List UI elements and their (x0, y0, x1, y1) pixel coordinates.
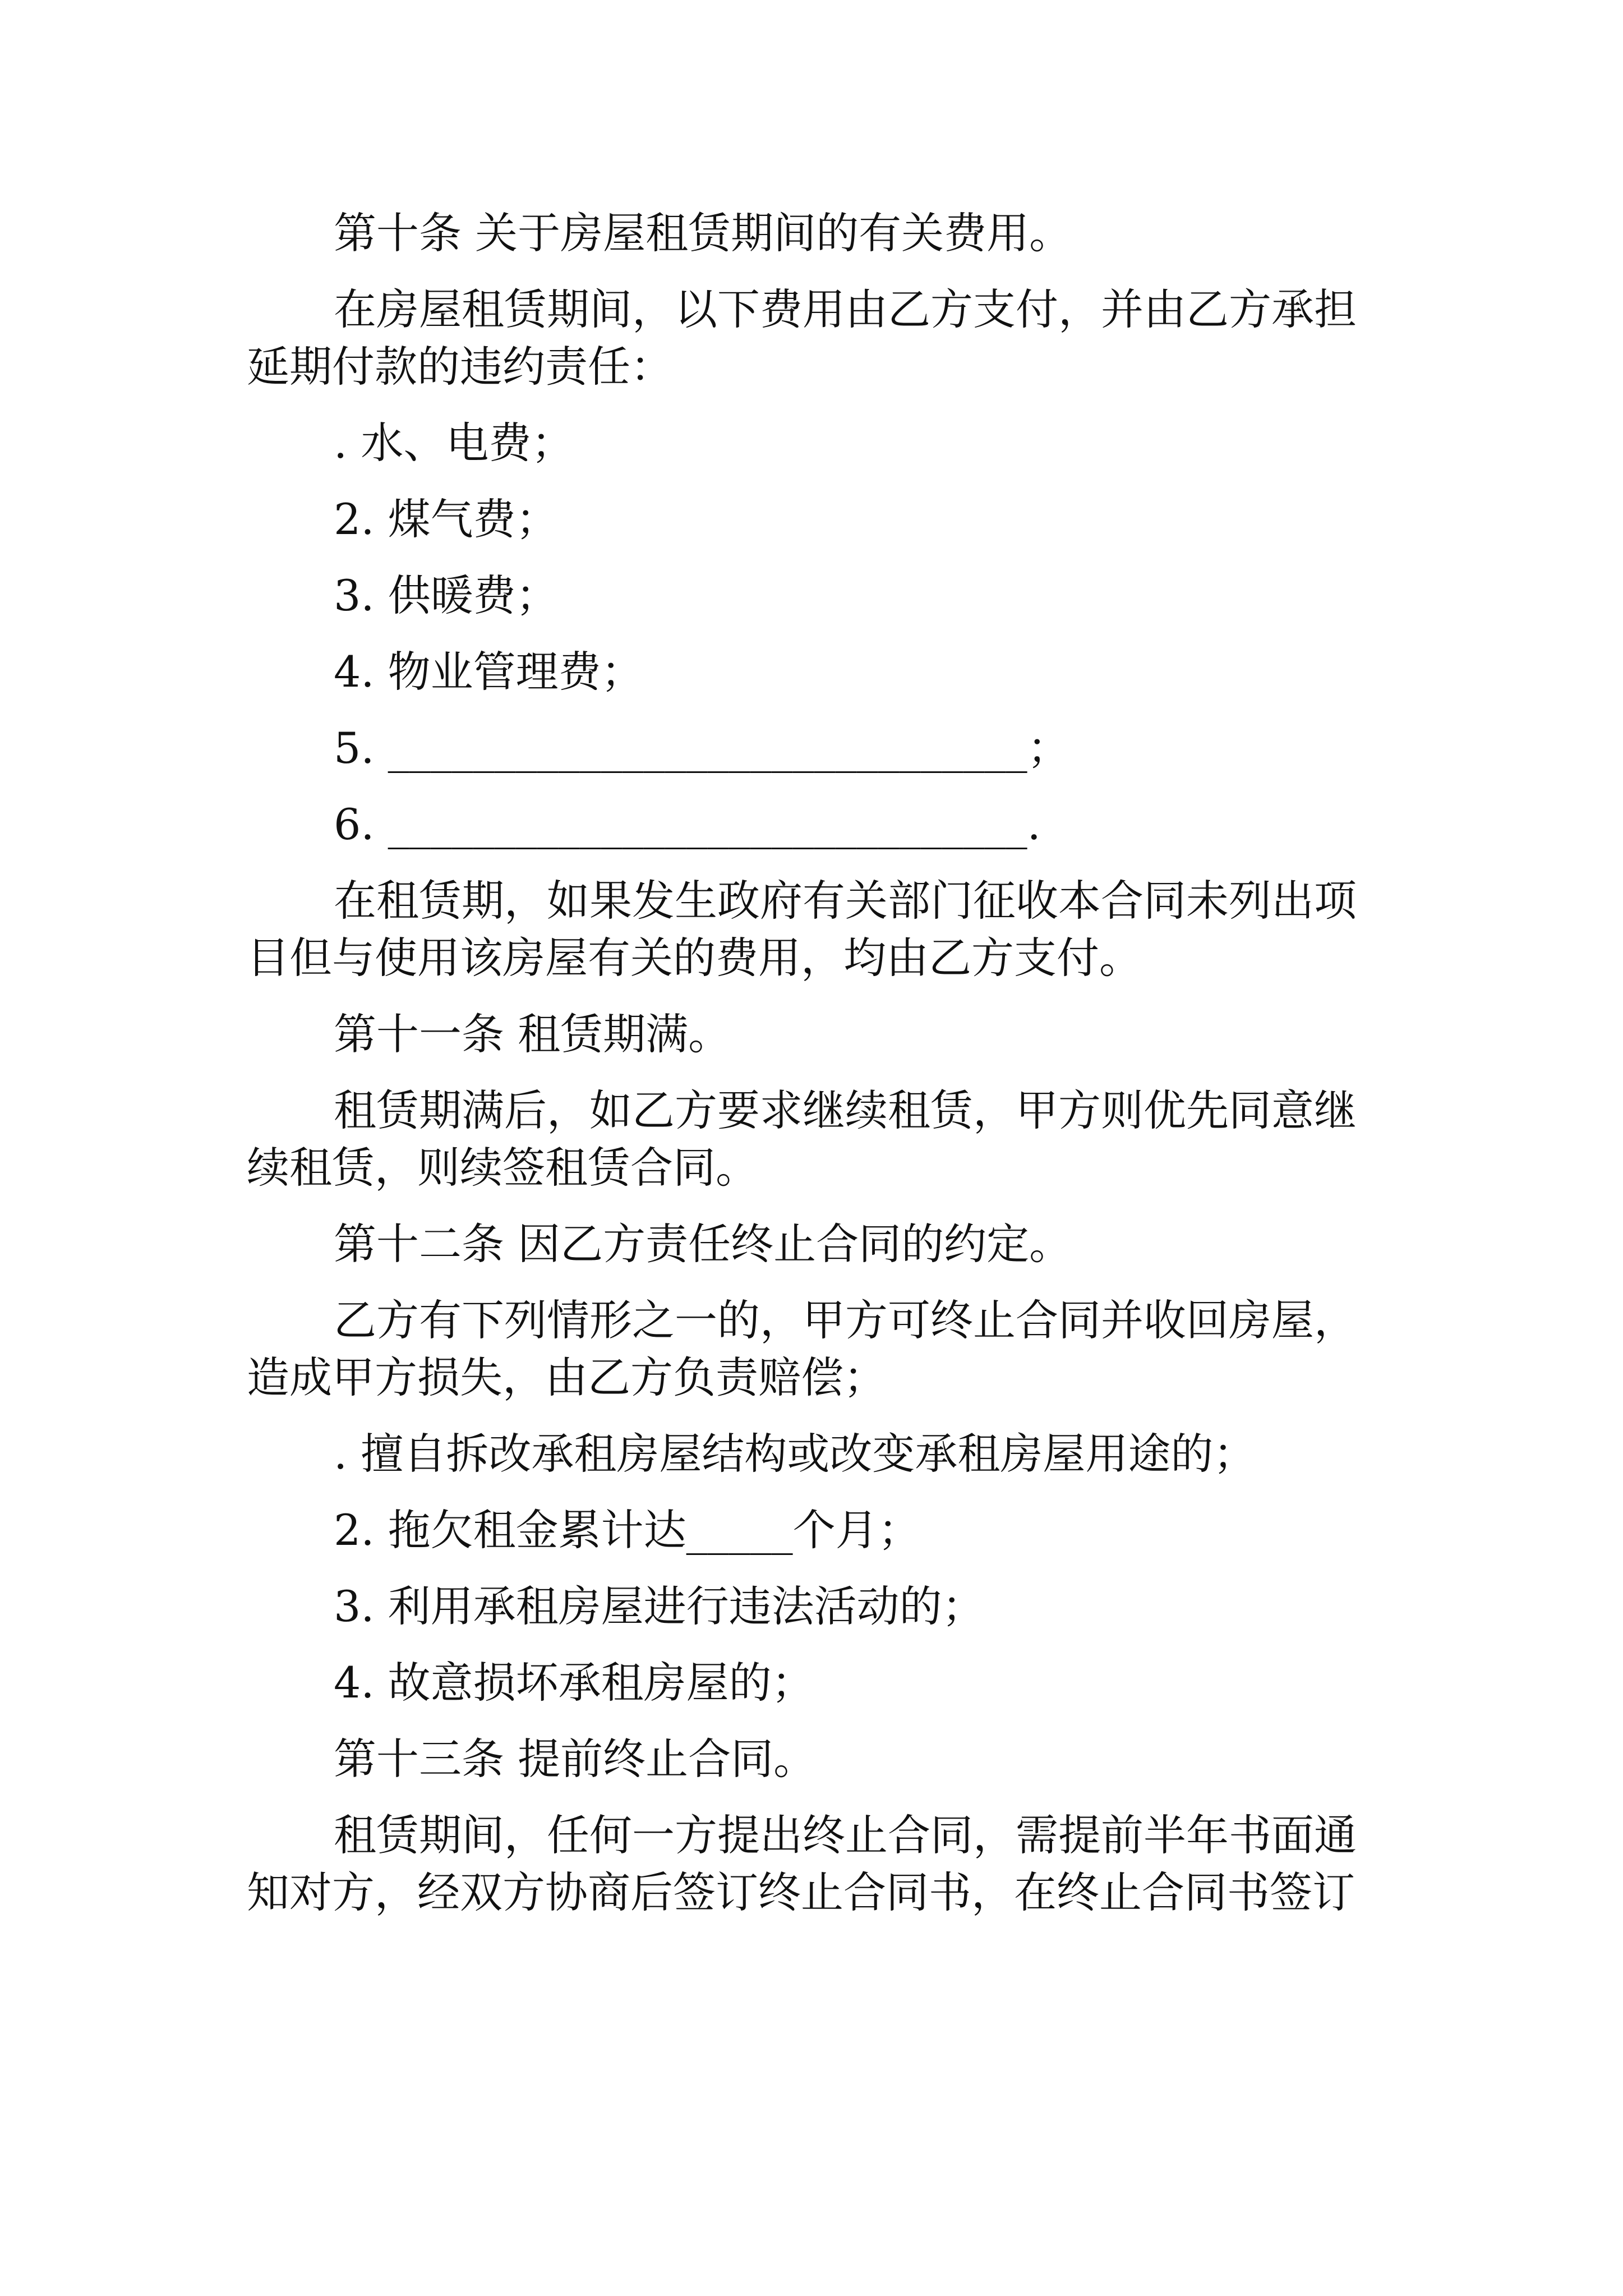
text-line: 第十条 关于房屋租赁期间的有关费用。 (334, 208, 1072, 258)
text-line: 第十一条 租赁期满。 (334, 1009, 731, 1059)
text-line: 3. 供暖费； (334, 570, 559, 620)
text-line: 续租赁，则续签租赁合同。 (247, 1143, 758, 1193)
text-line: 租赁期满后，如乙方要求继续租赁，甲方则优先同意继 (334, 1085, 1357, 1135)
text-line: 在房屋租赁期间，以下费用由乙方支付，并由乙方承担 (334, 284, 1357, 334)
text-line: . 擅自拆改承租房屋结构或改变承租房屋用途的； (334, 1429, 1256, 1479)
text-line: 在租赁期，如果发生政府有关部门征收本合同未列出项 (334, 876, 1357, 926)
text-line: 4. 故意损坏承租房屋的； (334, 1658, 814, 1708)
text-line: 知对方，经双方协商后签订终止合同书，在终止合同书签订 (247, 1867, 1355, 1917)
text-line: 租赁期间，任何一方提出终止合同，需提前半年书面通 (334, 1810, 1357, 1860)
text-line: 5. ______________________________； (334, 723, 1070, 773)
text-line: 延期付款的违约责任： (247, 342, 673, 392)
text-line: . 水、电费； (334, 418, 574, 468)
text-line: 6. ______________________________. (334, 799, 1041, 849)
document-body (247, 205, 1391, 1921)
text-line: 2. 煤气费； (334, 494, 559, 544)
text-line: 2. 拖欠租金累计达_____个月； (334, 1505, 921, 1555)
text-line: 目但与使用该房屋有关的费用，均由乙方支付。 (247, 933, 1142, 983)
text-line: 造成甲方损失，由乙方负责赔偿； (247, 1352, 886, 1402)
text-line: 3. 利用承租房屋进行违法活动的； (334, 1581, 985, 1631)
text-line: 4. 物业管理费； (334, 647, 644, 697)
text-line: 乙方有下列情形之一的，甲方可终止合同并收回房屋， (334, 1295, 1357, 1345)
text-line: 第十三条 提前终止合同。 (334, 1734, 817, 1784)
text-line: 第十二条 因乙方责任终止合同的约定。 (334, 1219, 1072, 1269)
